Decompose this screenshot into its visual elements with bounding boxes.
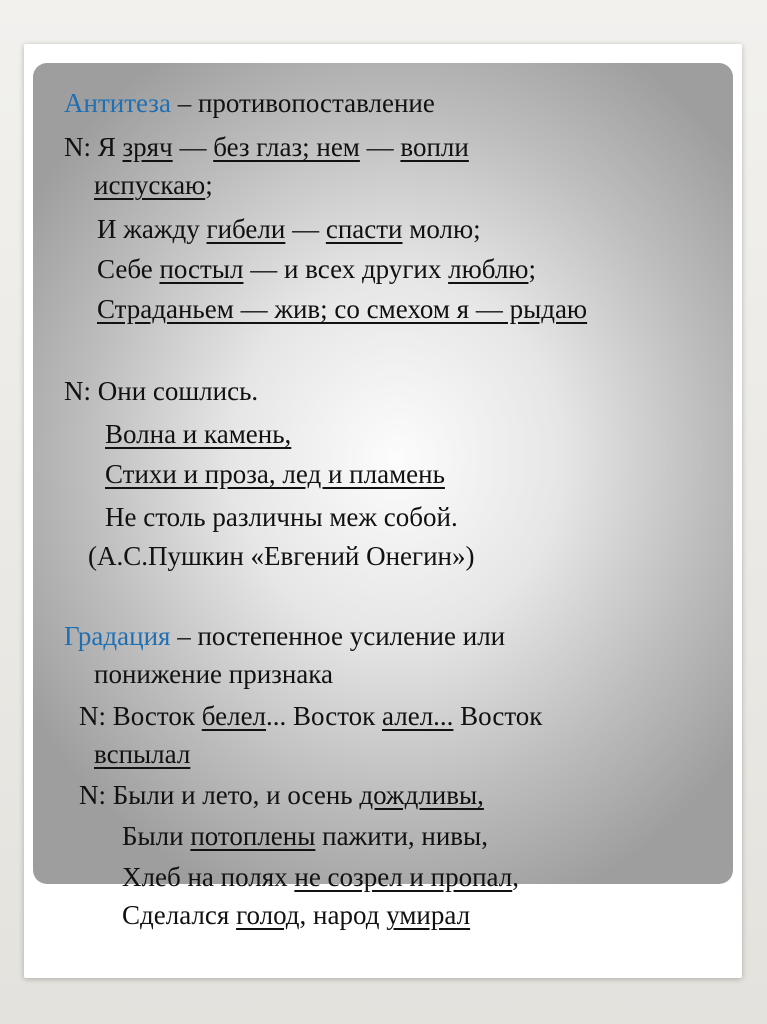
gradation-example1-line1 (79, 700, 542, 732)
antithesis-example2-line3: Не столь различны меж собой. (105, 502, 458, 532)
underlined-text: Волна и камень, (105, 419, 292, 449)
gradation-definition: – постепенное усиление или (170, 621, 506, 651)
antithesis-example1-line4 (97, 293, 587, 325)
underlined-text: спасти (325, 214, 403, 244)
underlined-text: алел... (382, 701, 454, 731)
antithesis-example2-line1 (105, 418, 291, 450)
antithesis-heading (64, 87, 435, 119)
text-segment: молю; (402, 214, 481, 244)
gradation-example2-line2 (122, 820, 488, 852)
text-segment: Хлеб на полях (122, 862, 295, 892)
text-segment: N: Восток (79, 701, 202, 731)
example2-intro-text: Они сошлись. (97, 376, 259, 406)
underlined-text: белел (201, 701, 267, 731)
text-segment: , народ (299, 900, 387, 930)
text-segment: Себе (97, 254, 160, 284)
text-segment: Сделался (122, 900, 237, 930)
underlined-text: умирал (386, 900, 471, 930)
underlined-text: люблю (448, 254, 529, 284)
antithesis-term: Антитеза (64, 88, 171, 118)
antithesis-example1-line1 (64, 131, 469, 163)
text-segment: Были (122, 821, 191, 851)
underlined-text: постыл (159, 254, 244, 284)
underlined-text: вспылал (94, 739, 191, 769)
gradation-heading (64, 620, 505, 652)
text-segment: пажити, нивы, (315, 821, 488, 851)
text-segment: Я (97, 132, 123, 162)
underlined-text: Страданьем — жив; со смехом я — рыдаю (97, 294, 588, 324)
example-marker: N: (64, 132, 98, 162)
antithesis-example2-intro (64, 375, 258, 407)
text-segment: , (512, 862, 519, 892)
gradation-definition-line2: понижение признака (94, 659, 333, 689)
underlined-text: гибели (206, 214, 286, 244)
example-marker: N: (64, 376, 98, 406)
text-segment: Восток (453, 701, 543, 731)
gradation-term: Градация (64, 621, 171, 651)
antithesis-definition: – противопоставление (170, 88, 435, 118)
gradation-example1-line2 (94, 738, 190, 770)
text-segment: ; (528, 254, 536, 284)
underlined-text: вопли (400, 132, 469, 162)
underlined-text: зряч (122, 132, 173, 162)
text-segment: — (172, 132, 214, 162)
text-segment: — (359, 132, 401, 162)
underlined-text: Стихи и проза, лед и пламень (105, 459, 445, 489)
antithesis-example1-line2 (97, 213, 481, 245)
text-segment: И жажду (97, 214, 207, 244)
underlined-text: не созрел и пропал (294, 862, 513, 892)
antithesis-example1-line1b (94, 169, 213, 201)
gradation-example2-line4 (122, 899, 470, 931)
underlined-text: испускаю (94, 170, 206, 200)
text-segment: ... Восток (266, 701, 383, 731)
antithesis-example2-line2 (105, 458, 445, 490)
underlined-text: потоплены (190, 821, 316, 851)
underlined-text: дождливы, (359, 780, 484, 810)
antithesis-example1-line3 (97, 253, 536, 285)
underlined-text: голод (236, 900, 300, 930)
gradation-example2-line1 (79, 779, 484, 811)
antithesis-source: (А.С.Пушкин «Евгений Онегин») (88, 541, 475, 571)
gradation-example2-line3 (122, 861, 519, 893)
underlined-text: без глаз; нем (213, 132, 360, 162)
text-segment: ; (205, 170, 213, 200)
text-segment: — и всех других (243, 254, 449, 284)
text-segment: — (285, 214, 326, 244)
text-segment: N: Были и лето, и осень (79, 780, 360, 810)
